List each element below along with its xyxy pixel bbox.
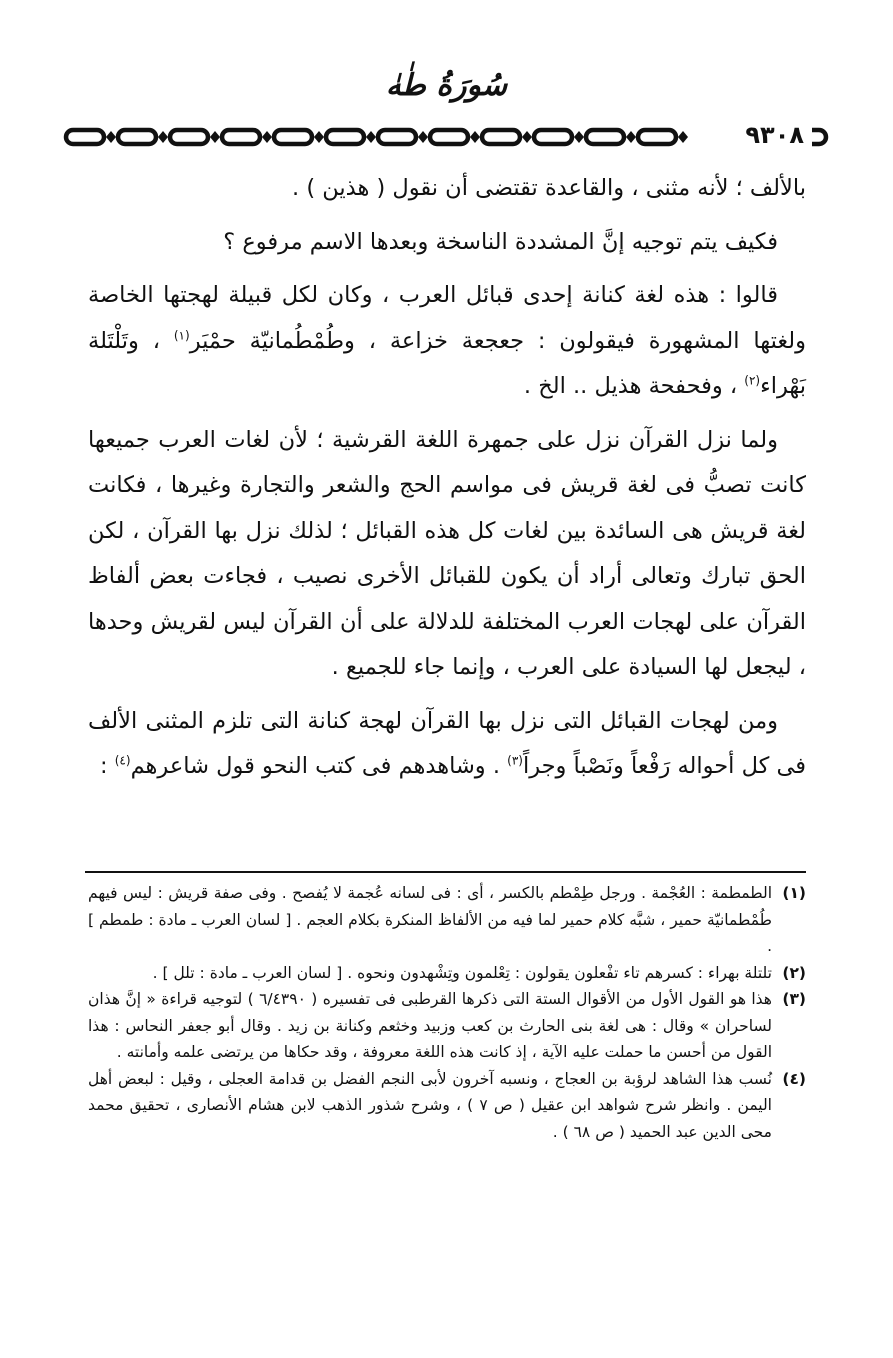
footnote-number: (٢) xyxy=(782,963,806,982)
chain-diamond xyxy=(522,131,532,143)
chain-link xyxy=(482,130,520,144)
footnote-text: الطمطمة : العُجْمة . ورجل طِمْطم بالكسر ، أى : فى لسانه عُجمة لا يُفصح . وفى صفة قريش : ليس فيهم طُمْطمانيّة حمير ، شبَّه كلام حمير لما فيه من الألفاظ المنكرة بكلام العجم . [ لسان العرب ـ مادة : طمطم ] . xyxy=(88,884,772,955)
paragraph-2: فكيف يتم توجيه إنَّ المشددة الناسخة وبعدها الاسم مرفوع ؟ xyxy=(223,228,778,255)
chain-diamond xyxy=(418,131,428,143)
chain-diamond xyxy=(262,131,272,143)
chain-link xyxy=(274,130,312,144)
footnote-3 xyxy=(88,986,806,1066)
chain-link xyxy=(326,130,364,144)
paragraph-3 xyxy=(88,273,806,410)
footnote-2 xyxy=(88,960,806,987)
paragraph-3-text-b: ، وتَلْتَلة بَهْراء xyxy=(88,327,806,399)
footnote-ref-1[interactable]: (١) xyxy=(173,328,190,342)
chain-diamond xyxy=(158,131,168,143)
chain-link xyxy=(586,130,624,144)
footnote-number: (١) xyxy=(782,884,806,902)
chain-link xyxy=(66,130,104,144)
footnote-ref-3[interactable]: (٣) xyxy=(507,753,523,768)
chain-diamond xyxy=(470,131,480,143)
surah-title: سُورَةُ طٰهٰ xyxy=(385,68,508,103)
paragraph-5-text-c: : xyxy=(99,753,108,779)
page-number: ٩٣٠٨ xyxy=(737,118,812,152)
chain-link xyxy=(222,130,260,144)
chain-diamond xyxy=(678,131,688,143)
footnotes xyxy=(88,880,806,1145)
paragraph-3-text-a: قالوا : هذه لغة كنانة إحدى قبائل العرب ، وكان لكل قبيلة لهجتها الخاصة ولغتها المشهورة فيقولون : جعجعة خزاعة ، وطُمْطُمانيّة حمْيَر xyxy=(88,282,806,354)
footnote-4 xyxy=(88,1066,806,1146)
chain-border-icon xyxy=(60,120,830,154)
chain-diamond xyxy=(366,131,376,143)
footnote-ref-4[interactable]: (٤) xyxy=(114,753,131,768)
footnote-number: (٤) xyxy=(782,1069,806,1088)
footnote-text: نُسب هذا الشاهد لرؤبة بن العجاج ، ونسبه آخرون لأبى النجم الفضل بن قدامة العجلى ، وقيل : لبعض أهل اليمن . وانظر شرح شواهد ابن عقيل ( ص ٧ ) ، وشرح شذور الذهب لابن هشام الأنصارى ، تحقيق محمد محى الدين عبد الحميد ( ص ٦٨ ) . xyxy=(88,1069,772,1141)
chain-link xyxy=(118,130,156,144)
main-text xyxy=(88,166,806,790)
header-ornament xyxy=(60,120,830,154)
paragraph-5 xyxy=(88,699,806,790)
chain-link xyxy=(430,130,468,144)
chain-diamond xyxy=(106,131,116,143)
footnote-text: تلتلة بهراء : كسرهم تاء تفْعلون يقولون : تِعْلمون وتِشْهدون ونحوه . [ لسان العرب ـ مادة : تلل ] . xyxy=(152,963,772,982)
chain-link xyxy=(638,130,676,144)
chain-diamond xyxy=(574,131,584,143)
footnote-divider xyxy=(85,871,806,873)
footnote-text: هذا هو القول الأول من الأقوال الستة التى ذكرها القرطبى فى تفسيره ( ٦/٤٣٩٠ ) لتوجيه قراءة « إنَّ هذان لساحران » وقال : هى لغة بنى الحارث بن كعب وزبيد وخثعم وكنانة بن زيد . وقال أبو جعفر النحاس : هذا القول من أحسن ما حملت عليه الآية ، إذ كانت هذه اللغة معروفة ، وقد حكاها من يرتضى علمه وأمانته . xyxy=(88,990,772,1061)
paragraph-4: ولما نزل القرآن نزل على جمهرة اللغة القرشية ؛ لأن لغات العرب جميعها كانت تصبُّ فى لغة قريش فى مواسم الحج والشعر والتجارة وغيرها ، فكانت لغة قريش هى السائدة بين لغات كل هذه القبائل ؛ لذلك نزل بها القرآن ، لكن الحق تبارك وتعالى أراد أن يكون للقبائل الأخرى نصيب ، فجاءت بعض ألفاظ القرآن على لهجات العرب المختلفة للدلالة على أن القرآن ليس لقريش وحدها ، ليجعل لها السيادة على العرب ، وإنما جاء للجميع . xyxy=(88,426,806,680)
chain-link xyxy=(170,130,208,144)
paragraph-5-text-b: . وشاهدهم فى كتب النحو قول شاعرهم xyxy=(130,753,500,779)
paragraph-1: بالألف ؛ لأنه مثنى ، والقاعدة تقتضى أن نقول ( هذين ) . xyxy=(292,175,806,201)
paragraph-3-text-c: ، وفحفحة هذيل .. الخ . xyxy=(523,373,738,399)
chain-diamond xyxy=(626,131,636,143)
footnote-ref-2[interactable]: (٢) xyxy=(744,373,761,388)
paragraph-5-text-a: ومن لهجات القبائل التى نزل بها القرآن لهجة كنانة التى تلزم المثنى الألف فى كل أحواله رَفْعاً ونَصْباً وجراً xyxy=(88,707,806,779)
footnote-1 xyxy=(88,880,806,960)
chain-link xyxy=(534,130,572,144)
chain-link xyxy=(378,130,416,144)
footnote-number: (٣) xyxy=(782,990,806,1008)
chain-diamond xyxy=(210,131,220,143)
chain-diamond xyxy=(314,131,324,143)
